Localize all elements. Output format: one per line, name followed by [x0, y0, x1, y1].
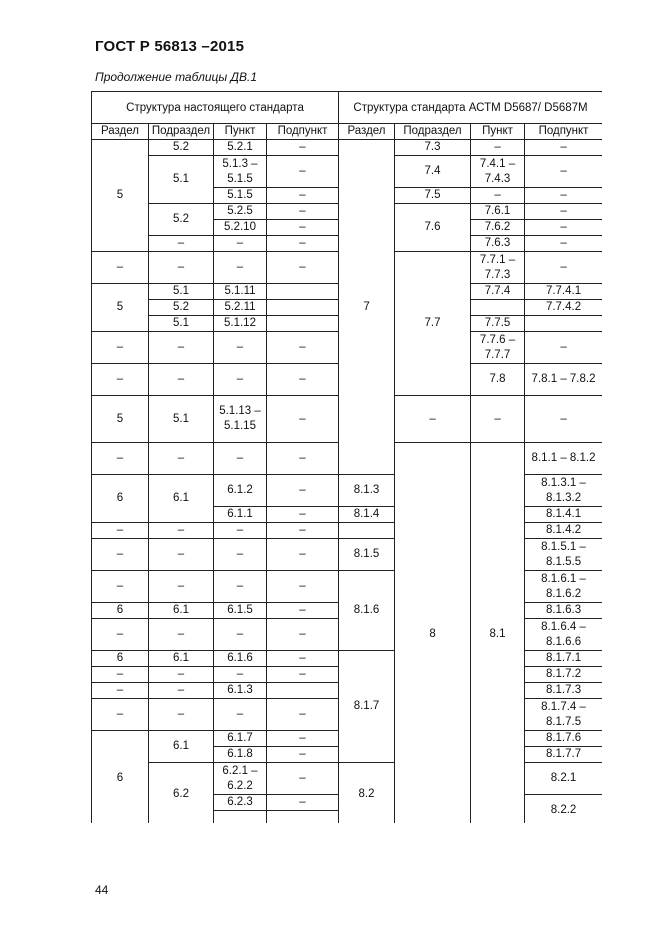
cell: 8.1.7.7 [525, 747, 602, 763]
cell: – [214, 236, 267, 252]
cell: – [471, 140, 525, 156]
cell: – [214, 539, 267, 571]
cell: 8.1.7.3 [525, 683, 602, 699]
cell: 8.1.1 – 8.1.2 [525, 443, 602, 475]
cell: – [214, 619, 267, 651]
cell [339, 523, 395, 539]
cell: – [267, 667, 339, 683]
cell: – [92, 619, 149, 651]
page-number: 44 [95, 883, 109, 897]
cell: 7.7.1 – 7.7.3 [471, 252, 525, 284]
correspondence-table [91, 91, 602, 823]
cell: 8.2.2 [525, 795, 602, 824]
cell: 7.7.4 [471, 284, 525, 300]
cell: 8.1.7.4 – 8.1.7.5 [525, 699, 602, 731]
cell: – [149, 683, 214, 699]
cell: – [92, 364, 149, 396]
cell: 6.1 [149, 651, 214, 667]
cell: – [267, 475, 339, 507]
cell: 6.1.5 [214, 603, 267, 619]
cell: – [267, 603, 339, 619]
cell: 8.1 [471, 443, 525, 824]
cell: – [214, 364, 267, 396]
cell: 6.1 [149, 475, 214, 523]
cell: 8 [395, 443, 471, 824]
cell: – [92, 252, 149, 284]
cell: 8.2.1 [525, 763, 602, 795]
cell: – [267, 396, 339, 443]
cell: – [214, 667, 267, 683]
cell: 7.6.1 [471, 204, 525, 220]
cell: 5.1.5 [214, 188, 267, 204]
cell: – [525, 204, 602, 220]
cell: – [525, 220, 602, 236]
cell: – [149, 364, 214, 396]
cell: – [525, 252, 602, 284]
cell: 8.1.6.3 [525, 603, 602, 619]
cell: 8.1.6 [339, 571, 395, 651]
cell: 5.2.11 [214, 300, 267, 316]
cell: 7.3 [395, 140, 471, 156]
cell: 6.1.2 [214, 475, 267, 507]
cell: – [267, 763, 339, 795]
cell: – [92, 683, 149, 699]
cell: 5.1 [149, 156, 214, 204]
cell: – [267, 699, 339, 731]
cell: – [267, 220, 339, 236]
cell: 5.1.11 [214, 284, 267, 300]
cell: 5 [92, 140, 149, 252]
cell: 8.2 [339, 763, 395, 824]
cell: – [92, 523, 149, 539]
cell: – [92, 539, 149, 571]
cell: 7.8 [471, 364, 525, 396]
cell [471, 300, 525, 316]
cell: – [214, 332, 267, 364]
cell: 7.6.2 [471, 220, 525, 236]
cell: 7.7.4.2 [525, 300, 602, 316]
cell: – [267, 252, 339, 284]
col-header: Пункт [471, 124, 525, 140]
cell: 7.7 [395, 252, 471, 396]
cell: – [149, 236, 214, 252]
cell: 8.1.7.2 [525, 667, 602, 683]
cell [214, 811, 267, 824]
cell: – [149, 252, 214, 284]
cell: 8.1.4 [339, 507, 395, 523]
cell: 5.2 [149, 300, 214, 316]
cell [267, 683, 339, 699]
cell: – [267, 236, 339, 252]
cell: 7 [339, 140, 395, 475]
cell: 7.7.4.1 [525, 284, 602, 300]
cell: – [525, 236, 602, 252]
cell: – [395, 396, 471, 443]
cell: 6.1 [149, 603, 214, 619]
cell: – [267, 795, 339, 811]
cell: – [92, 332, 149, 364]
cell: – [149, 699, 214, 731]
cell [267, 284, 339, 300]
cell: 6.2.1 – 6.2.2 [214, 763, 267, 795]
cell: 5 [92, 396, 149, 443]
cell [267, 316, 339, 332]
cell [267, 811, 339, 824]
cell: – [267, 332, 339, 364]
cell: – [525, 156, 602, 188]
cell: – [525, 188, 602, 204]
cell: – [214, 571, 267, 603]
cell: – [267, 204, 339, 220]
cell: – [525, 140, 602, 156]
cell: – [267, 619, 339, 651]
cell [525, 316, 602, 332]
cell: 5.1.13 – 5.1.15 [214, 396, 267, 443]
cell: 6.1.3 [214, 683, 267, 699]
cell: – [92, 571, 149, 603]
cell: – [214, 252, 267, 284]
cell: 7.7.6 – 7.7.7 [471, 332, 525, 364]
cell: 6 [92, 651, 149, 667]
cell: 6.1.6 [214, 651, 267, 667]
cell: – [149, 539, 214, 571]
cell: – [149, 443, 214, 475]
col-header: Раздел [339, 124, 395, 140]
cell: 8.1.7 [339, 651, 395, 763]
cell: 6 [92, 731, 149, 824]
cell: 6.1.8 [214, 747, 267, 763]
cell: 8.1.6.1 – 8.1.6.2 [525, 571, 602, 603]
cell: – [267, 443, 339, 475]
col-header: Подпункт [525, 124, 602, 140]
cell: – [267, 523, 339, 539]
cell: 8.1.5 [339, 539, 395, 571]
cell: 5.2.10 [214, 220, 267, 236]
cell: – [149, 667, 214, 683]
cell: 7.5 [395, 188, 471, 204]
cell: – [267, 731, 339, 747]
cell: 8.1.4.2 [525, 523, 602, 539]
cell: 5 [92, 284, 149, 332]
cell: 5.1 [149, 284, 214, 300]
cell: 8.1.7.6 [525, 731, 602, 747]
cell: – [267, 651, 339, 667]
cell: 8.1.4.1 [525, 507, 602, 523]
cell: – [267, 747, 339, 763]
cell: – [214, 699, 267, 731]
table-caption: Продолжение таблицы ДВ.1 [95, 70, 258, 84]
cell: – [214, 523, 267, 539]
cell: 5.1.12 [214, 316, 267, 332]
cell: – [214, 443, 267, 475]
cell: 7.6 [395, 204, 471, 252]
cell: – [149, 619, 214, 651]
cell: 5.2.1 [214, 140, 267, 156]
cell: – [149, 332, 214, 364]
cell: – [149, 523, 214, 539]
cell: 5.1 [149, 316, 214, 332]
cell: – [149, 571, 214, 603]
cell: 6 [92, 475, 149, 523]
cell: 6.1.7 [214, 731, 267, 747]
cell: 5.2 [149, 204, 214, 236]
cell: – [92, 443, 149, 475]
cell: 6.1.1 [214, 507, 267, 523]
cell: 5.1.3 – 5.1.5 [214, 156, 267, 188]
cell: 7.8.1 – 7.8.2 [525, 364, 602, 396]
col-header: Подраздел [395, 124, 471, 140]
cell: 7.7.5 [471, 316, 525, 332]
cell: – [267, 140, 339, 156]
cell: 8.1.7.1 [525, 651, 602, 667]
cell: – [471, 396, 525, 443]
cell: 8.1.3 [339, 475, 395, 507]
cell: 5.2.5 [214, 204, 267, 220]
col-header: Раздел [92, 124, 149, 140]
cell: 8.1.5.1 – 8.1.5.5 [525, 539, 602, 571]
cell: – [471, 188, 525, 204]
cell: – [92, 699, 149, 731]
cell: 6 [92, 603, 149, 619]
correspondence-table-container [91, 91, 602, 823]
cell: – [267, 188, 339, 204]
cell: – [525, 396, 602, 443]
group-header-astm-standard: Структура стандарта АСТМ D5687/ D5687M [339, 92, 602, 124]
cell: 8.1.6.4 – 8.1.6.6 [525, 619, 602, 651]
col-header: Подраздел [149, 124, 214, 140]
cell: 6.1 [149, 731, 214, 763]
col-header: Подпункт [267, 124, 339, 140]
cell [267, 300, 339, 316]
cell: – [267, 539, 339, 571]
cell: – [92, 667, 149, 683]
cell: – [525, 332, 602, 364]
cell: 7.6.3 [471, 236, 525, 252]
cell: 5.1 [149, 396, 214, 443]
cell: 7.4.1 – 7.4.3 [471, 156, 525, 188]
cell: – [267, 156, 339, 188]
group-header-current-standard: Структура настоящего стандарта [92, 92, 339, 124]
cell: 6.2.3 [214, 795, 267, 811]
cell: 7.4 [395, 156, 471, 188]
cell: – [267, 507, 339, 523]
cell: – [267, 364, 339, 396]
cell: 8.1.3.1 – 8.1.3.2 [525, 475, 602, 507]
document-title: ГОСТ Р 56813 –2015 [95, 38, 245, 55]
cell: – [267, 571, 339, 603]
cell: 6.2 [149, 763, 214, 824]
cell: 5.2 [149, 140, 214, 156]
col-header: Пункт [214, 124, 267, 140]
